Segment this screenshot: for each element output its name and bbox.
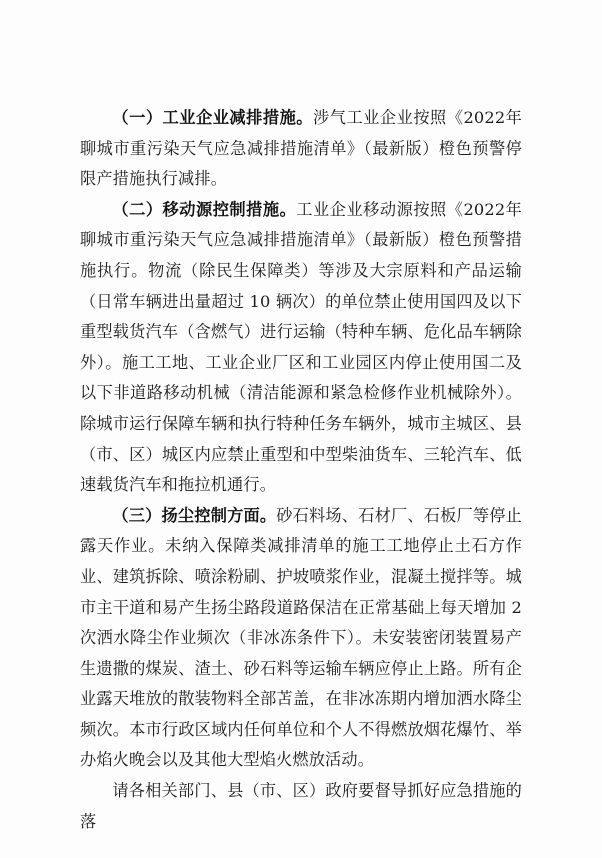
- paragraph-heading: （三）扬尘控制方面。: [112, 505, 277, 525]
- paragraph-text: 请各相关部门、县（市、区）政府要督导抓好应急措施的落: [80, 781, 522, 831]
- paragraph-closing: [80, 776, 522, 837]
- paragraph-text: 工业企业移动源按照《2022年聊城市重污染天气应急减排措施清单》（最新版）橙色预警措施执行。物流（除民生保障类）等涉及大宗原料和产品运输（日常车辆进出量超过 10 辆次）的单位禁止使用国四及以下重型载货汽车（含燃气）进行运输（特种车辆、危化品车辆除外）。施工工地、工业企业厂区和工业园区内停止使用国二及以下非道路移动机械（清洁能源和紧急检修作业机械除外）。除城市运行保障车辆和执行特种任务车辆外，城市主城区、县（市、区）城区内应禁止重型和中型柴油货车、三轮汽车、低速载货汽车和拖拉机通行。: [80, 199, 522, 495]
- paragraph-dust-control: [80, 501, 522, 776]
- paragraph-heading: （二）移动源控制措施。: [112, 199, 297, 219]
- paragraph-mobile-source: [80, 195, 522, 501]
- document-body: [80, 103, 522, 837]
- paragraph-text: 砂石料场、石材厂、石板厂等停止露天作业。未纳入保障类减排清单的施工工地停止土石方作业、建筑拆除、喷涂粉刷、护坡喷浆作业，混凝土搅拌等。城市主干道和易产生扬尘路段道路保洁在正常基础上每天增加 2 次洒水降尘作业频次（非冰冻条件下）。未安装密闭装置易产生遗撒的煤炭、渣土、砂石料等运输车辆应停止上路。所有企业露天堆放的散装物料全部苫盖，在非冰冻期内增加洒水降尘频次。本市行政区域内任何单位和个人不得燃放烟花爆竹、举办焰火晚会以及其他大型焰火燃放活动。: [80, 505, 523, 770]
- paragraph-text: 涉气工业企业按照《2022年聊城市重污染天气应急减排措施清单》（最新版）橙色预警停限产措施执行减排。: [80, 108, 522, 189]
- paragraph-industrial-emission: [80, 103, 522, 195]
- paragraph-heading: （一）工业企业减排措施。: [112, 108, 314, 127]
